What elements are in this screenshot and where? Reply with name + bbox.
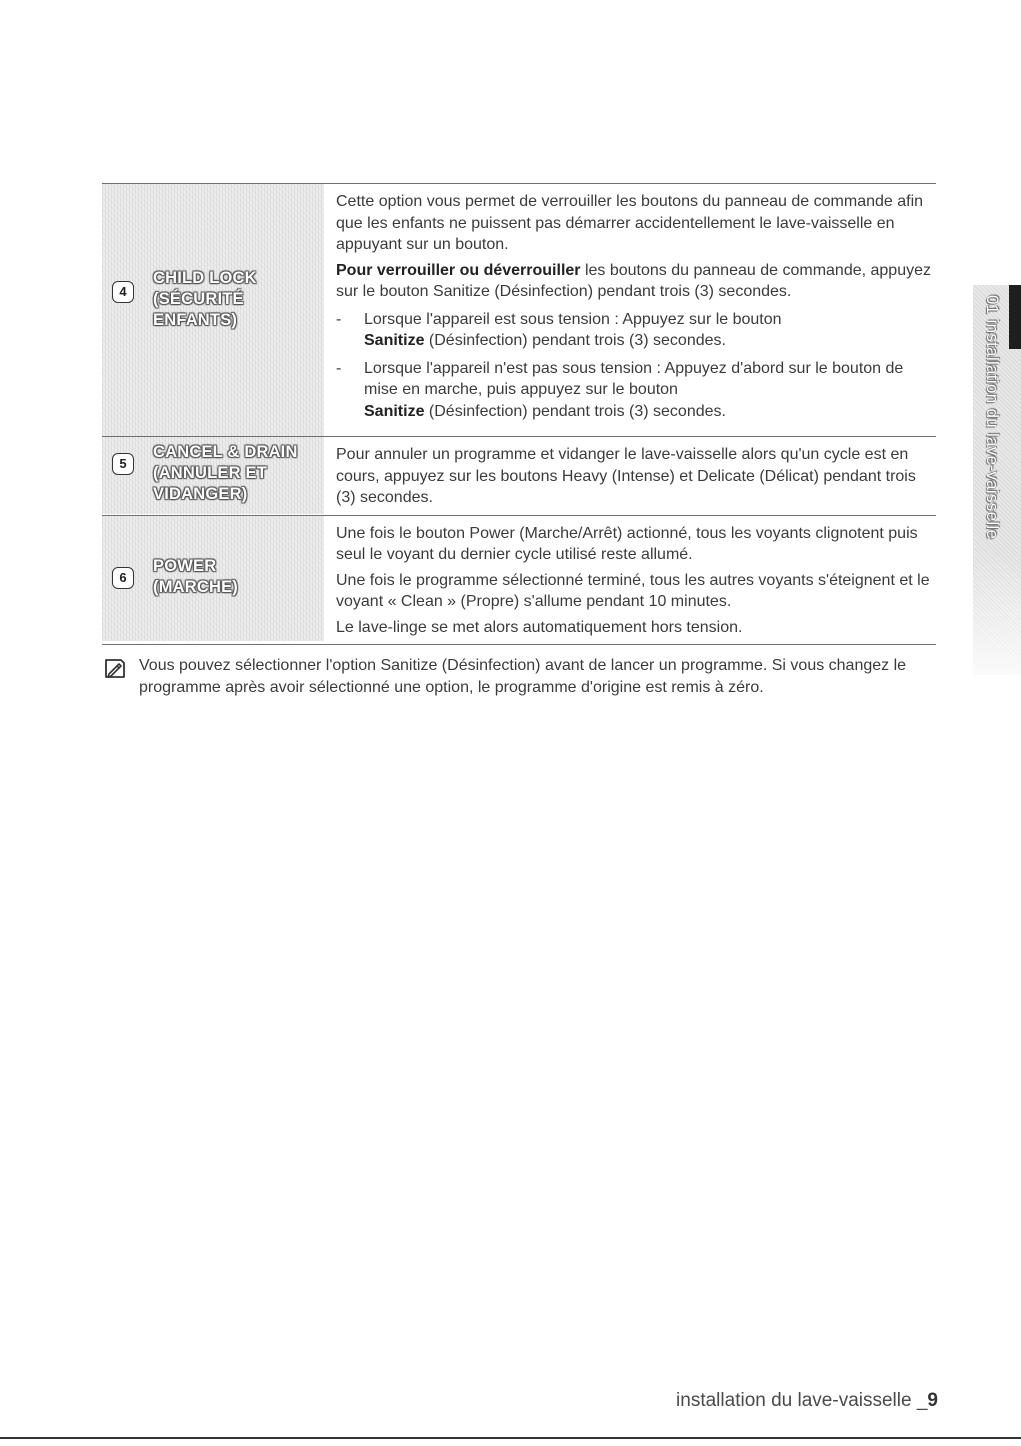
intro-paragraph: Cette option vous permet de verrouiller les boutons du panneau de commande afin que les enfants ne puissent pas démarrer accidentellement le lave-vaisselle en appuyant sur un bouton. bbox=[336, 193, 924, 253]
note-box bbox=[103, 655, 923, 699]
note-text: Vous pouvez sélectionner l'option Sanitize (Désinfection) avant de lancer un programme. Si vous changez le programme après avoir sélectionné une option, le programme d'origine est remis à zéro. bbox=[139, 657, 907, 696]
list-item: - Lorsque l'appareil n'est pas sous tension : Appuyez d'abord sur le bouton de mise en marche, puis appuyez sur le bouton Sanitize (Désinfection) pendant trois (3) secondes. bbox=[336, 359, 904, 420]
description-paragraph: Une fois le bouton Power (Marche/Arrêt) actionné, tous les voyants clignotent puis seul le voyant du dernier cycle utilisé reste allumé. bbox=[336, 524, 918, 563]
row-description bbox=[324, 516, 936, 645]
row-title: CHILD LOCK (SÉCURITÉ ENFANTS) bbox=[153, 269, 257, 329]
page-footer bbox=[676, 1390, 938, 1412]
row-number-badge: 4 bbox=[112, 281, 134, 303]
bottom-rule bbox=[0, 1437, 1021, 1439]
row-number-badge: 6 bbox=[112, 567, 134, 589]
chapter-label: 01 installation du lave-vaisselle bbox=[983, 295, 1002, 540]
options-table bbox=[102, 183, 936, 645]
list-item: - Lorsque l'appareil est sous tension : Appuyez sur le bouton Sanitize (Désinfection) pendant trois (3) secondes. bbox=[336, 310, 782, 349]
table-row-child-lock bbox=[102, 183, 936, 437]
row-label-cell bbox=[102, 184, 324, 436]
note-pencil-icon bbox=[103, 655, 139, 699]
chapter-marker bbox=[1009, 285, 1021, 349]
table-row-power bbox=[102, 516, 936, 646]
row-description bbox=[324, 184, 936, 436]
description-paragraph: Le lave-linge se met alors automatiquement hors tension. bbox=[336, 618, 743, 636]
footer-section: installation du lave-vaisselle _ bbox=[676, 1390, 928, 1411]
row-title: POWER (MARCHE) bbox=[153, 556, 239, 596]
page-number: 9 bbox=[927, 1390, 938, 1411]
row-label-cell bbox=[102, 516, 324, 641]
row-description bbox=[324, 437, 936, 515]
row-number-badge: 5 bbox=[112, 453, 134, 475]
row-label-cell bbox=[102, 437, 324, 514]
chapter-side-tab bbox=[973, 285, 1021, 675]
description-paragraph: Une fois le programme sélectionné terminé, tous les autres voyants s'éteignent et le voyant « Clean » (Propre) s'allume pendant 10 minutes. bbox=[336, 571, 930, 610]
table-row-cancel-drain bbox=[102, 437, 936, 516]
lock-paragraph: Pour verrouiller ou déverrouiller les boutons du panneau de commande, appuyez sur le bouton Sanitize (Désinfection) pendant trois (3) secondes. bbox=[336, 261, 931, 300]
description-paragraph: Pour annuler un programme et vidanger le lave-vaisselle alors qu'un cycle est en cours, appuyez sur les boutons Heavy (Intense) et Delicate (Délicat) pendant trois (3) secondes. bbox=[336, 446, 916, 506]
row-title: CANCEL & DRAIN (ANNULER ET VIDANGER) bbox=[153, 443, 298, 503]
